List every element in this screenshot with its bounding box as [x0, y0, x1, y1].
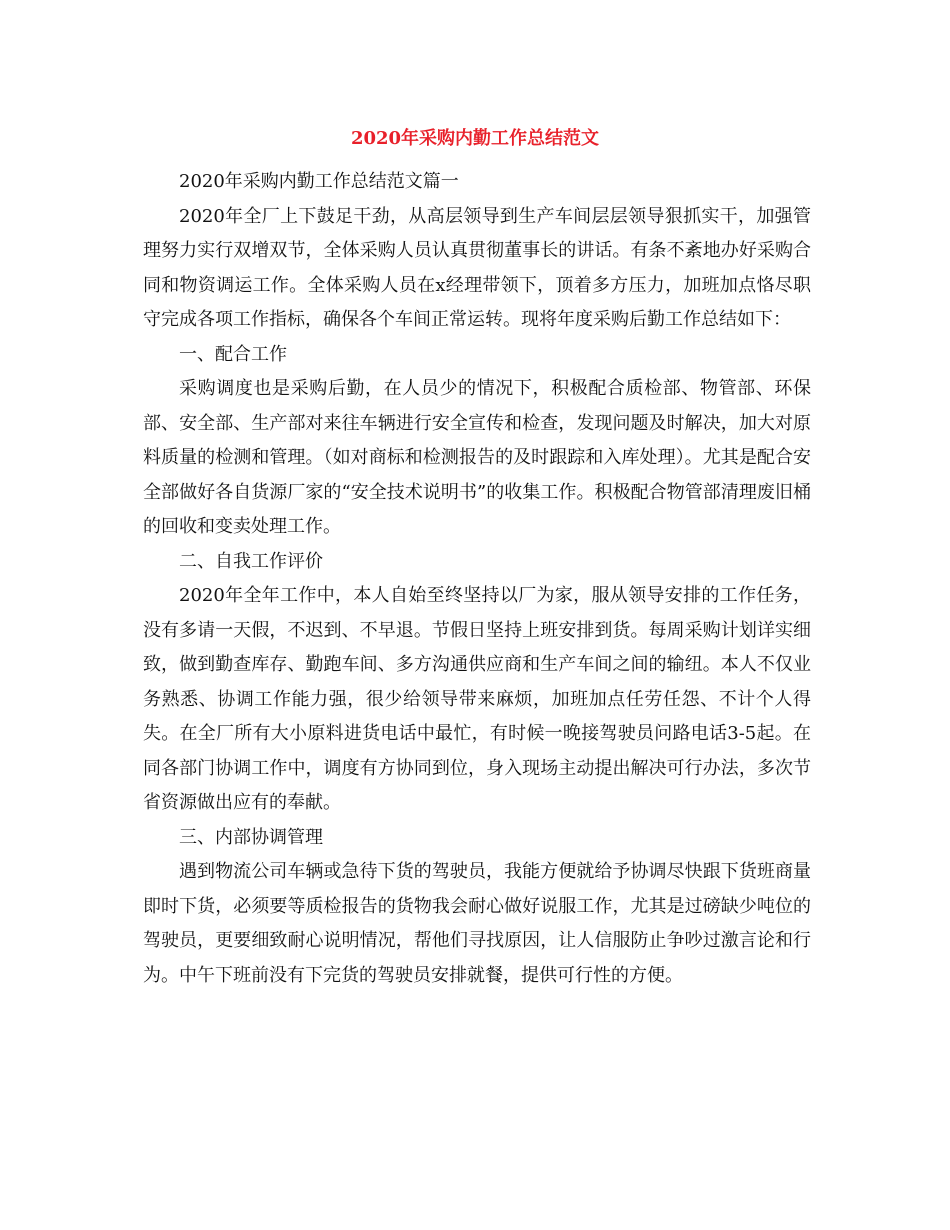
section-heading-internal-coordination: 三、内部协调管理 — [179, 826, 323, 848]
intro-paragraph: 2020年全厂上下鼓足干劲，从高层领导到生产车间层层领导狠抓实干，加强管理努力实行双增双节，全体采购人员认真贯彻董事长的讲话。有条不紊地办好采购合同和物资调运工作。全体采购人员在x经理带领下，顶着多方压力，加班加点恪尽职守完成各项工作指标，确保各个车间正常运转。现将年度采购后勤工作总结如下： — [143, 205, 811, 330]
internal-coordination-paragraph: 遇到物流公司车辆或急待下货的驾驶员，我能方便就给予协调尽快跟下货班商量即时下货，必须要等质检报告的货物我会耐心做好说服工作，尤其是过磅缺少吨位的驾驶员，更要细致耐心说明情况，帮他们寻找原因，让人信服防止争吵过激言论和行为。中午下班前没有下完货的驾驶员安排就餐，提供可行性的方便。 — [143, 861, 811, 986]
document-title: 2020年采购内勤工作总结范文 — [350, 128, 600, 149]
document-body — [143, 165, 811, 993]
self-evaluation-paragraph: 2020年全年工作中，本人自始至终坚持以厂为家，服从领导安排的工作任务，没有多请一天假，不迟到、不早退。节假日坚持上班安排到货。每周采购计划详实细致，做到勤查库存、勤跑车间、多方沟通供应商和生产车间之间的输纽。本人不仅业务熟悉、协调工作能力强，很少给领导带来麻烦，加班加点任劳任怨、不计个人得失。在全厂所有大小原料进货电话中最忙，有时候一晚接驾驶员问路电话3-5起。在同各部门协调工作中，调度有方协同到位，身入现场主动提出解决可行办法，多次节省资源做出应有的奉献。 — [143, 585, 811, 813]
subtitle-paragraph: 2020年采购内勤工作总结范文篇一 — [179, 171, 459, 192]
cooperation-paragraph: 采购调度也是采购后勤，在人员少的情况下，积极配合质检部、物管部、环保部、安全部、生产部对来往车辆进行安全宣传和检查，发现问题及时解决，加大对原料质量的检测和管理。（如对商标和检测报告的及时跟踪和入库处理）。尤其是配合安全部做好各自货源厂家的“安全技术说明书”的收集工作。积极配合物管部清理废旧桶的回收和变卖处理工作。 — [143, 378, 811, 537]
section-heading-self-evaluation: 二、自我工作评价 — [179, 550, 323, 572]
section-heading-cooperation: 一、配合工作 — [179, 343, 287, 365]
